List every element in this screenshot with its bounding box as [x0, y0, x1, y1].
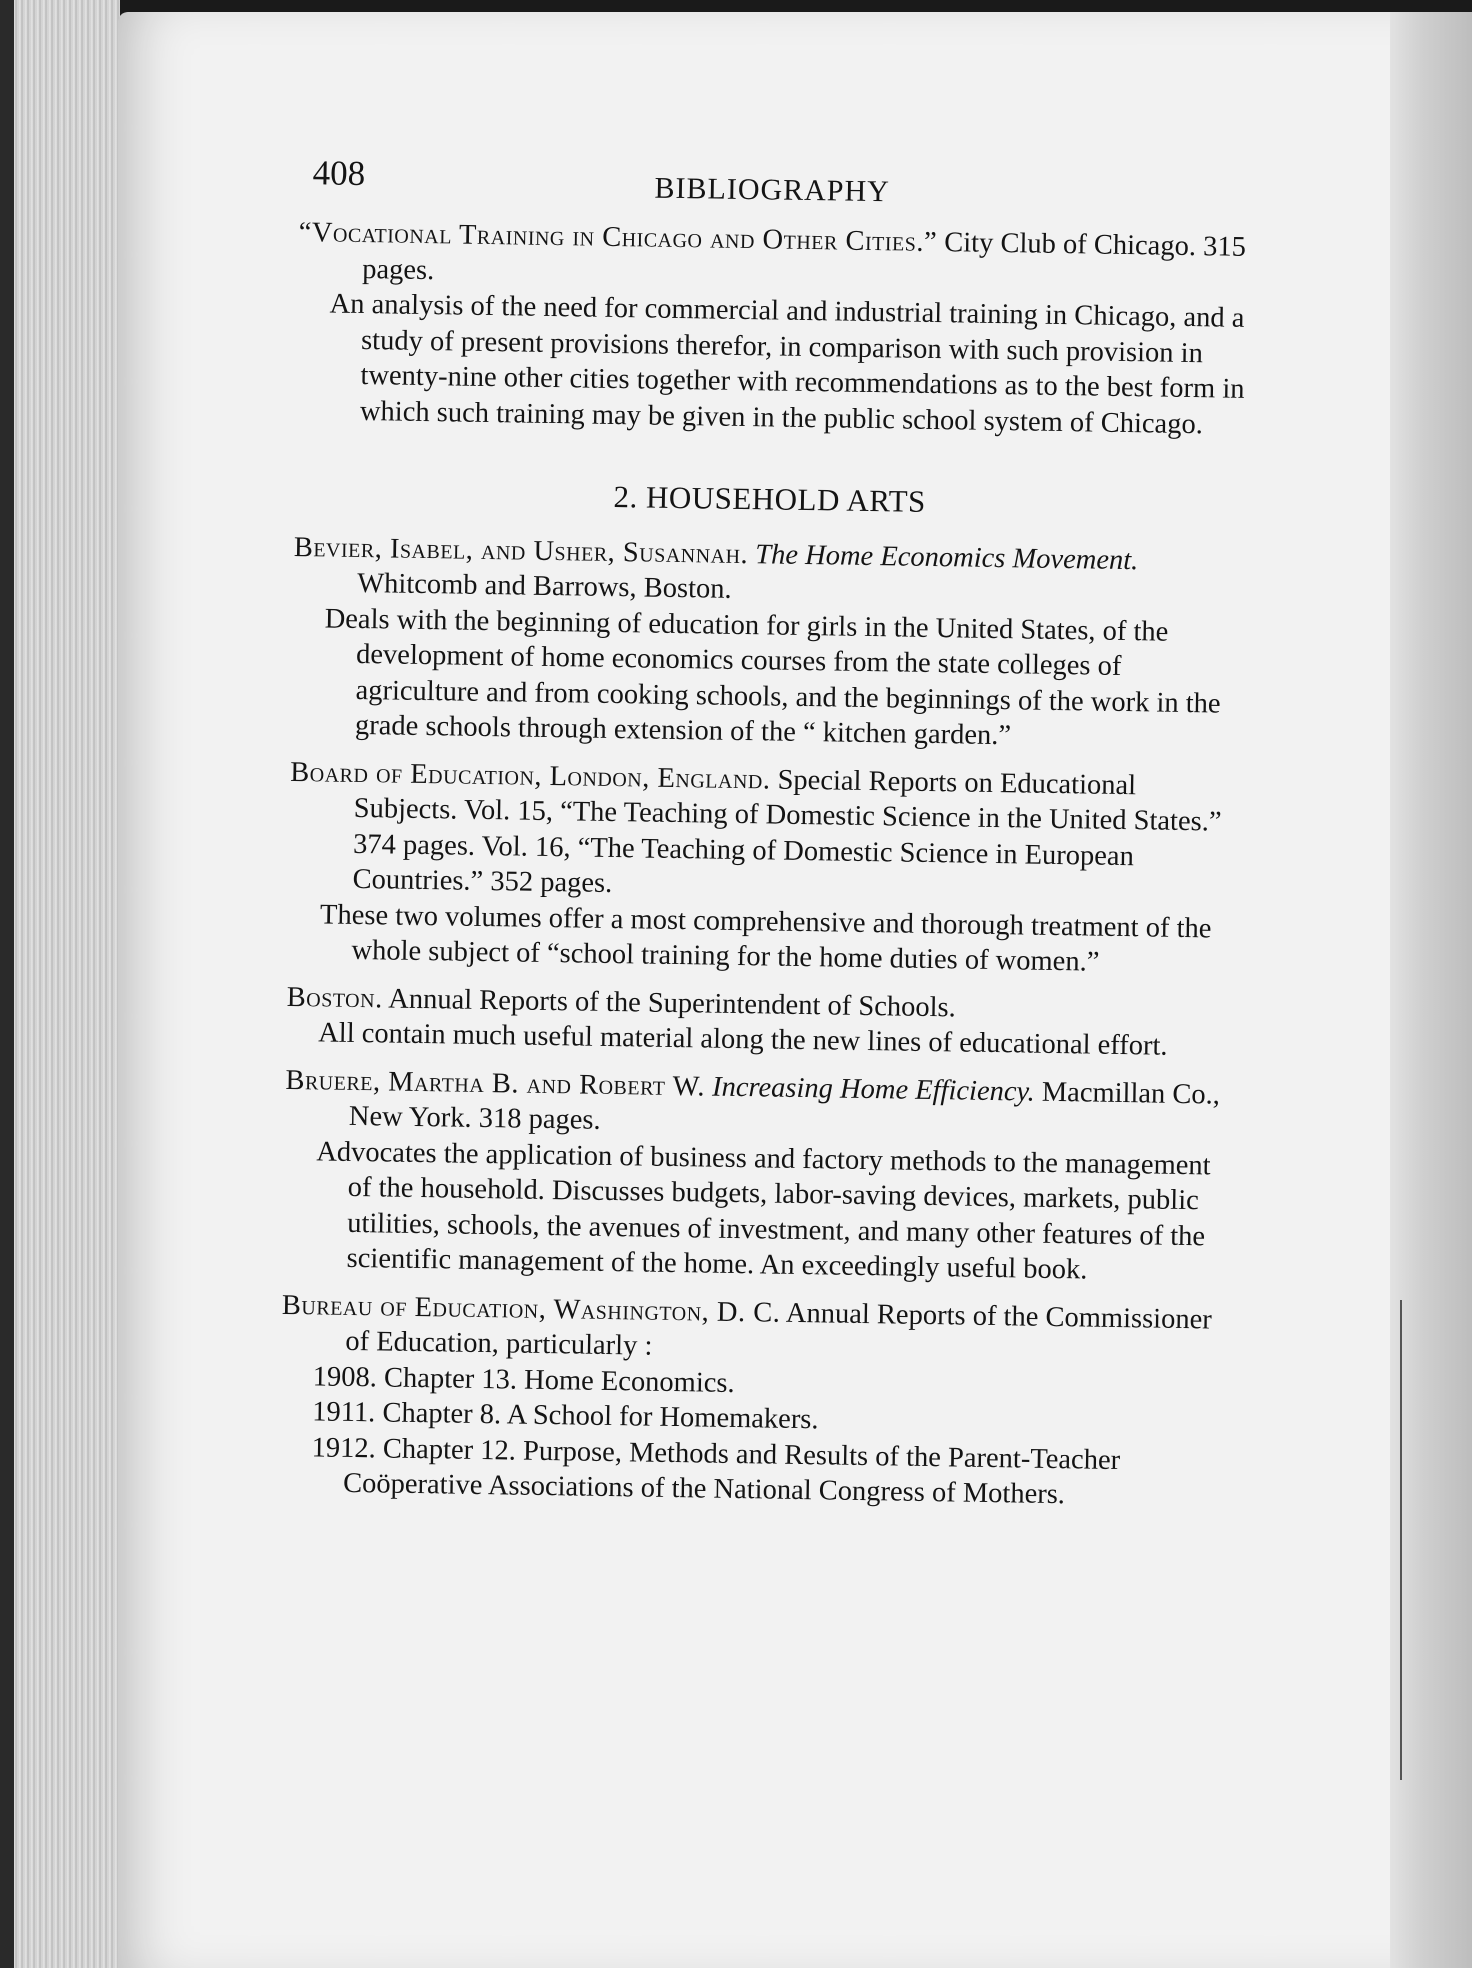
entry-title: “Vocational Training in Chicago and Other Cities.” [298, 216, 938, 259]
report-text: Chapter 8. A School for Homemakers. [382, 1397, 819, 1436]
book-page-edges [0, 0, 120, 1968]
entry-annotation: All contain much useful material along the new lines of educational effort. [317, 1017, 1168, 1062]
entry-annotation: These two volumes offer a most comprehensive and thorough treatment of the whole subject of “school training for the home duties of women.” [319, 898, 1212, 978]
page-number: 408 [312, 153, 366, 194]
entry-details: City Club of Chicago. 315 pages. [361, 227, 1247, 286]
report-text: Chapter 13. Home Economics. [383, 1361, 735, 1399]
entry-author: Bureau of Education, Washington, D. C. [281, 1289, 781, 1329]
entry-details: Special Reports on Educational Subjects. Vol. 15, “The Teaching of Domestic Science in the United States.” 374 pages. Vol. 16, “The Teaching of Domestic Science in European Countries.” 352 pages. [352, 763, 1222, 899]
entry-details: Annual Reports of the Commissioner of Education, particularly : [345, 1297, 1213, 1362]
facing-page-edge [1390, 12, 1472, 1968]
report-year: 1912. [311, 1431, 377, 1464]
entry-details: Whitcomb and Barrows, Boston. [357, 567, 732, 605]
entry-details: Macmillan Co., New York. 318 pages. [348, 1076, 1221, 1136]
report-item [279, 1429, 1230, 1515]
entry-annotation: Advocates the application of business and factory methods to the management of the household. Discusses budgets, labor-saving devices, markets, public utilities, schools, the avenues of investment, and many other features of the scientific management of the home. An exceedingly useful book. [316, 1135, 1211, 1286]
report-year: 1911. [312, 1396, 376, 1429]
entry-annotation: An analysis of the need for commercial and industrial training in Chicago, and a study of present provisions therefor, in comparison with such provision in twenty-nine other cities together with recommendations as to the best form in which such training may be given in the public school system of Chicago. [329, 288, 1245, 440]
report-year: 1908. [312, 1360, 378, 1393]
entry-author: Boston. [286, 981, 383, 1014]
running-head: BIBLIOGRAPHY [654, 171, 891, 209]
gutter-line [1400, 1300, 1402, 1780]
entry-author: Board of Education, London, England. [290, 756, 771, 795]
entry-details: Annual Reports of the Superintendent of Schools. [382, 982, 956, 1023]
section-heading: 2. HOUSEHOLD ARTS [613, 478, 927, 519]
entry-title: The Home Economics Movement. [755, 538, 1139, 576]
entry-author: Bruere, Martha B. and Robert W. [285, 1064, 706, 1102]
entry-title: Increasing Home Efficiency. [711, 1071, 1035, 1108]
book-spine-shadow [0, 0, 14, 1968]
entry-annotation: Deals with the beginning of education for girls in the United States, of the development of home economics courses from the state colleges of agriculture and from cooking schools, and the beginnings of the work in the grade schools through extension of the “ kitchen garden.” [324, 602, 1221, 752]
report-text: Chapter 12. Purpose, Methods and Results of the Parent-Teacher Coöperative Associations of the National Congress of Mothers. [342, 1432, 1121, 1511]
page-content [279, 155, 1250, 1515]
entry-author: Bevier, Isabel, and Usher, Susannah. [293, 531, 749, 570]
bib-entry-board-of-education [288, 754, 1240, 911]
